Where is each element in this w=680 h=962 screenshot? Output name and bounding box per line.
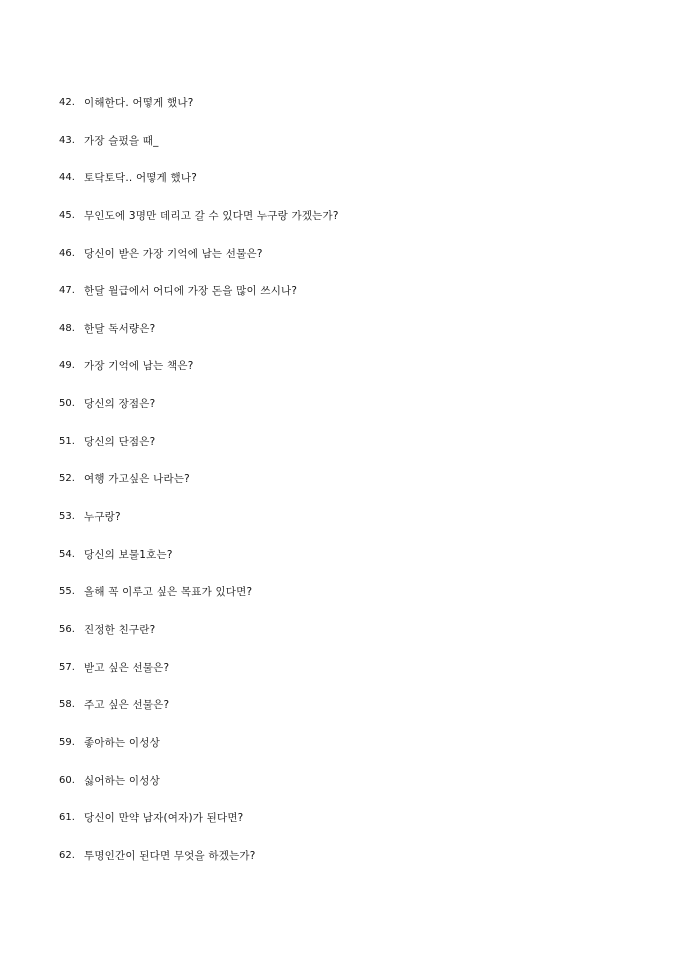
question-number: 52.	[59, 473, 75, 485]
question-text: 한달 독서량은?	[84, 322, 156, 335]
question-item	[59, 435, 339, 473]
question-number: 44.	[59, 172, 75, 184]
question-text: 당신이 받은 가장 기억에 남는 선물은?	[84, 247, 263, 260]
question-item	[59, 774, 339, 812]
question-item	[59, 548, 339, 586]
question-item	[59, 171, 339, 209]
question-item	[59, 284, 339, 322]
question-item	[59, 96, 339, 134]
question-number: 60.	[59, 774, 75, 786]
question-text: 당신의 단점은?	[84, 435, 156, 448]
question-text: 당신의 보물1호는?	[84, 548, 173, 561]
question-text: 이해한다. 어떻게 했나?	[84, 97, 194, 109]
question-text: 당신의 장점은?	[84, 398, 156, 411]
question-number: 42.	[59, 97, 75, 108]
question-item	[59, 698, 339, 736]
question-item	[59, 661, 339, 699]
question-item	[59, 359, 339, 397]
question-text: 주고 싶은 선물은?	[84, 699, 170, 712]
question-text: 싫어하는 이성상	[84, 774, 160, 787]
question-number: 49.	[59, 360, 75, 372]
question-list	[59, 96, 339, 886]
question-item	[59, 322, 339, 360]
question-number: 43.	[59, 134, 75, 146]
question-item	[59, 209, 339, 247]
question-number: 47.	[59, 285, 75, 297]
question-item	[59, 134, 339, 172]
question-number: 53.	[59, 511, 75, 523]
question-item	[59, 585, 339, 623]
question-number: 46.	[59, 247, 75, 259]
question-number: 59.	[59, 736, 75, 748]
question-text: 진정한 친구란?	[84, 623, 156, 636]
question-text: 무인도에 3명만 데리고 갈 수 있다면 누구랑 가겠는가?	[84, 209, 339, 222]
question-number: 62.	[59, 849, 75, 861]
question-item	[59, 849, 339, 887]
question-number: 58.	[59, 699, 75, 711]
question-number: 55.	[59, 586, 75, 598]
question-number: 45.	[59, 209, 75, 221]
question-text: 올해 꼭 이루고 싶은 목표가 있다면?	[84, 586, 253, 599]
question-text: 한달 월급에서 어디에 가장 돈을 많이 쓰시나?	[84, 285, 298, 298]
question-text: 투명인간이 된다면 무엇을 하겠는가?	[84, 849, 256, 862]
question-number: 48.	[59, 322, 75, 334]
question-item	[59, 472, 339, 510]
question-text: 여행 가고싶은 나라는?	[84, 473, 190, 486]
question-number: 54.	[59, 548, 75, 560]
question-number: 50.	[59, 398, 75, 410]
question-number: 51.	[59, 435, 75, 447]
question-item	[59, 247, 339, 285]
question-text: 받고 싶은 선물은?	[84, 661, 170, 674]
question-item	[59, 811, 339, 849]
question-text: 누구랑?	[84, 511, 121, 524]
question-text: 토닥토닥.. 어떻게 했나?	[84, 172, 198, 185]
question-text: 가장 슬펐을 때_	[84, 134, 159, 147]
question-item	[59, 397, 339, 435]
question-text: 당신이 만약 남자(여자)가 된다면?	[84, 812, 244, 825]
question-number: 57.	[59, 661, 75, 673]
question-text: 좋아하는 이성상	[84, 736, 160, 749]
question-number: 56.	[59, 623, 75, 635]
question-item	[59, 510, 339, 548]
question-text: 가장 기억에 남는 책은?	[84, 360, 194, 373]
question-number: 61.	[59, 812, 75, 824]
question-item	[59, 736, 339, 774]
question-item	[59, 623, 339, 661]
